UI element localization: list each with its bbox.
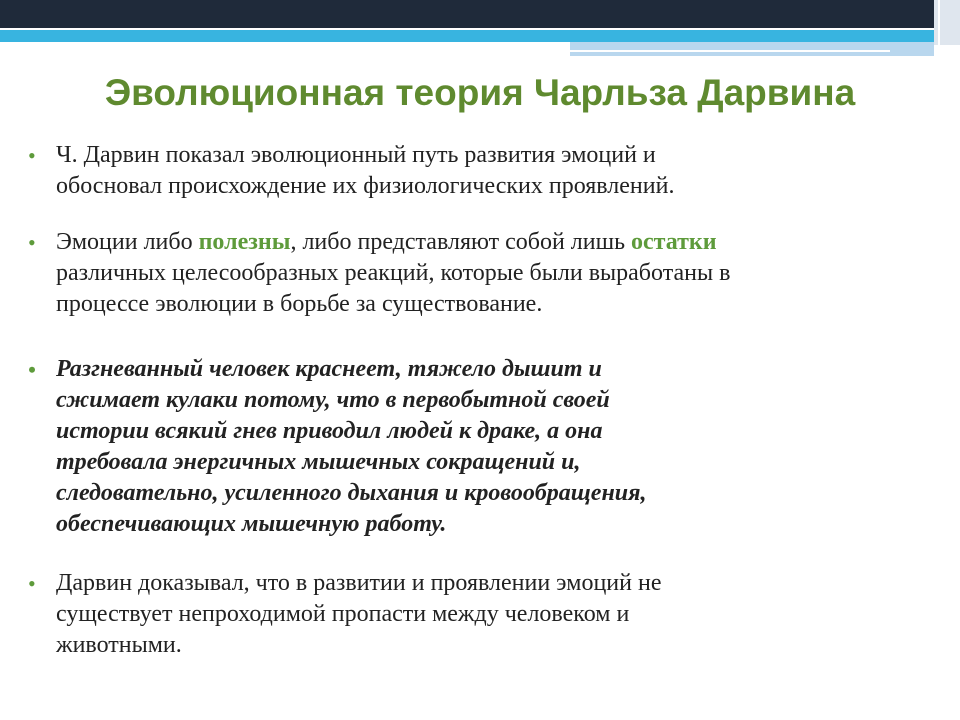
bullet-icon: • [28,357,36,382]
bullet-1-line-1: Ч. Дарвин показал эволюционный путь развития эмоций и [56,142,656,168]
bullet-3-line-5: следовательно, усиленного дыхания и кровообращения, [56,480,647,506]
bullet-4-line-2: существует непроходимой пропасти между человеком и [56,601,630,627]
bullet-icon: • [28,230,36,255]
bullet-4-line-1: Дарвин доказывал, что в развитии и проявлении эмоций не [56,570,662,596]
bullet-2-line-3: процессе эволюции в борьбе за существование. [56,291,543,317]
bullet-icon: • [28,143,36,168]
bullet-1-line-2: обосновал происхождение их физиологических проявлений. [56,173,675,199]
highlight-useful: полезны [198,229,291,255]
bullet-3 [28,354,928,540]
accent-light-band [570,42,934,56]
highlight-remnants: остатки [631,229,717,255]
slide-title: Эволюционная теория Чарльза Дарвина [104,72,856,113]
bullet-3-line-6: обеспечивающих мышечную работу. [56,511,447,537]
accent-white-line [570,50,890,52]
slide-content [28,140,928,686]
bullet-3-line-2: сжимает кулаки потому, что в первобытной своей [56,387,610,413]
bullet-2 [28,227,928,320]
bullet-4-line-3: животными. [56,632,182,658]
accent-blue-band [0,30,934,42]
bullet-1 [28,140,928,202]
bullet-3-line-3: истории всякий гнев приводил людей к драке, а она [56,418,603,444]
bullet-4 [28,568,928,661]
top-dark-bar [0,0,960,28]
bullet-2-text-a: Эмоции либо [56,229,199,255]
bullet-2-text-b: , либо представляют собой лишь [290,229,632,255]
bullet-2-line-1 [56,227,928,258]
bullet-2-line-2: различных целесообразных реакций, которые были выработаны в [56,260,731,286]
bullet-3-line-1: Разгневанный человек краснеет, тяжело дышит и [56,356,602,382]
bullet-3-line-4: требовала энергичных мышечных сокращений и, [56,449,581,475]
top-right-panel [934,0,960,45]
bullet-icon: • [28,571,36,596]
